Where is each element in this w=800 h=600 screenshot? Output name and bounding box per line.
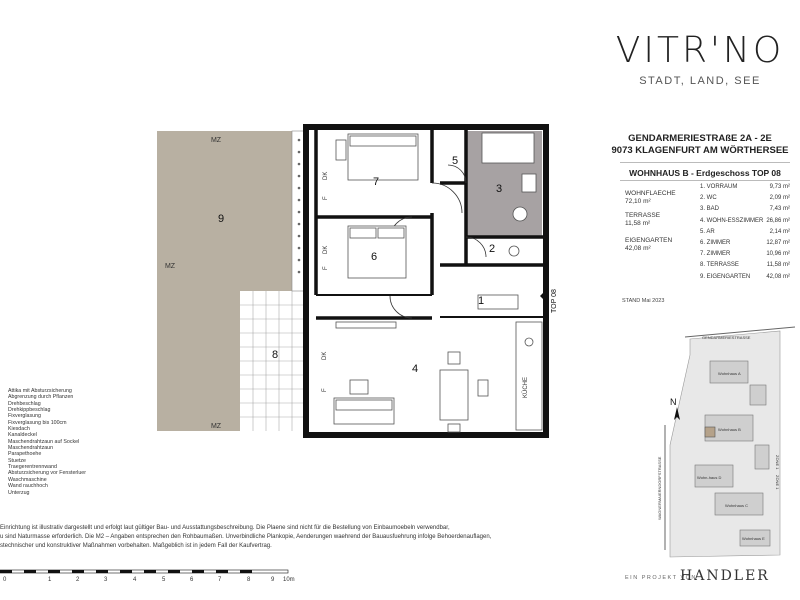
room-name: 2. WC xyxy=(700,195,717,202)
mz-label: MZ xyxy=(164,263,176,270)
room-area: 10,96 m² xyxy=(766,251,790,258)
room-name: 4. WOHN-ESSZIMMER xyxy=(700,217,764,224)
site-house: Wohn-haus D xyxy=(697,475,722,480)
north-label: N xyxy=(670,397,677,407)
scale-bar xyxy=(0,567,290,577)
site-house: Wohnhaus C xyxy=(725,503,749,508)
brand-header xyxy=(600,30,800,87)
room-name: 8. TERRASSE xyxy=(700,262,739,269)
legend xyxy=(8,388,86,496)
legend-item: Drehkippbeschlag xyxy=(8,407,51,414)
summary-label: TERRASSE xyxy=(625,212,661,219)
site-house: Wohnhaus A xyxy=(718,371,741,376)
divider xyxy=(620,162,790,163)
scale-label: 6 xyxy=(190,577,194,583)
room-number-8: 8 xyxy=(271,349,279,361)
developer-logo: HANDLER xyxy=(680,568,770,584)
room-area: 7,43 m² xyxy=(769,206,790,213)
room-name: 9. EIGENGARTEN xyxy=(700,273,751,280)
site-house: Wohnhaus B xyxy=(718,427,741,432)
room-row xyxy=(700,238,790,249)
divider xyxy=(620,180,790,181)
room-number-1: 1 xyxy=(477,295,485,307)
scale-label: 9 xyxy=(271,577,275,583)
f-label: F xyxy=(322,388,328,392)
dk-label: DK xyxy=(322,351,328,360)
room-area: 2,09 m² xyxy=(769,195,790,202)
disclaimer-line: stechnischer und konstruktiver Maßnahmen vorbehalten. Maßgeblich ist in jedem Fall der Kaufvertrag. xyxy=(0,543,272,549)
summary-item xyxy=(625,212,660,228)
dk-label: DK xyxy=(323,245,329,254)
room-name: 1. VORRAUM xyxy=(700,184,738,190)
room-area: 26,86 m² xyxy=(766,217,790,224)
scale-label: 0 xyxy=(3,577,7,583)
room-row xyxy=(700,260,790,271)
room-number-7: 7 xyxy=(372,176,380,188)
address-block xyxy=(600,133,800,157)
legend-item: Fixverglasung xyxy=(8,413,41,420)
legend-item: Stuetze xyxy=(8,457,26,464)
room-name: 3. BAD xyxy=(700,206,720,213)
room-row xyxy=(700,216,790,227)
disclaimer-line: u sind Naturmasse erforderlich. Die M2 – Angaben entsprechen den Rohbaumaßen. Unverbindliche Plankopie, Aenderungen waehrend der Bauausfuehrung infolge Behoerdenauflagen, xyxy=(0,534,492,540)
legend-item: Unterzug xyxy=(8,489,30,496)
site-house: Wohnhaus E xyxy=(742,536,765,541)
summary-label: EIGENGARTEN xyxy=(625,237,673,244)
disclaimer-line: Einrichtung ist illustrativ dargestellt und erfolgt laut gültiger Bau- und Ausstattungsbeschreibung. Die Plaene sind nicht für die Bestellung von Einbaumoebeln verwendbar, xyxy=(0,525,450,531)
scale-label: 8 xyxy=(247,577,251,583)
scale-label: 10m xyxy=(283,577,295,583)
scale-label: 1 xyxy=(48,577,52,583)
legend-item: Maschendrahtzaun xyxy=(8,445,54,452)
legend-item: Absturzsicherung vor Fensterluer xyxy=(8,470,87,477)
legend-item: Wand rauchhoch xyxy=(8,483,48,490)
mz-label: MZ xyxy=(210,423,222,430)
address-line: GENDARMERIESTRAßE 2A - 2E xyxy=(628,133,772,144)
room-area: 2,14 m² xyxy=(769,228,790,235)
footer-project-label: EIN PROJEKT VON xyxy=(625,575,697,581)
room-area: 11,58 m² xyxy=(766,262,790,269)
summary-label: WOHNFLAECHE xyxy=(625,190,676,197)
room-number-4: 4 xyxy=(411,363,419,375)
room-number-9: 9 xyxy=(217,213,225,225)
room-number-3: 3 xyxy=(495,183,503,195)
unit-title: WOHNHAUS B - Erdgeschoss TOP 08 xyxy=(629,168,781,178)
site-street-top: GENDARMERIESTRASSE xyxy=(702,335,751,340)
room-number-6: 6 xyxy=(370,251,378,263)
legend-item: Waschmaschine xyxy=(8,476,47,483)
stand-date: STAND Mai 2023 xyxy=(622,298,665,304)
kueche-label: KÜCHE xyxy=(523,376,529,398)
room-area: 12,87 m² xyxy=(766,239,790,246)
legend-item: Kiesdach xyxy=(8,426,30,433)
room-row xyxy=(700,193,790,204)
dk-label: DK xyxy=(323,171,329,180)
scale-label: 2 xyxy=(76,577,80,583)
legend-item: Parapethoehe xyxy=(8,451,42,458)
room-row xyxy=(700,227,790,238)
legend-item: Drehbeschlag xyxy=(8,400,41,407)
room-area: 9,73 m² xyxy=(769,184,790,190)
legend-item: Abgrenzung durch Pflanzen xyxy=(8,394,74,401)
summary-value: 72,10 m² xyxy=(625,198,651,205)
top-label: TOP 08 xyxy=(551,289,558,313)
legend-item: Maschendrahtzaun auf Sockel xyxy=(8,438,80,445)
scale-label: 5 xyxy=(162,577,166,583)
room-row xyxy=(700,272,790,283)
site-zone: ZONE 1 xyxy=(775,455,780,470)
room-area: 42,08 m² xyxy=(766,273,790,280)
room-name: 5. AR xyxy=(700,228,715,235)
f-label: F xyxy=(323,196,329,200)
legend-item: Fixverglasung bis 100cm xyxy=(8,419,67,426)
scale-label: 7 xyxy=(218,577,222,583)
address-line: 9073 KLAGENFURT AM WÖRTHERSEE xyxy=(611,145,789,156)
f-label: F xyxy=(323,266,329,270)
room-number-5: 5 xyxy=(451,155,459,167)
room-row xyxy=(700,204,790,215)
disclaimer xyxy=(0,524,500,551)
room-number-2: 2 xyxy=(488,243,496,255)
summary-item xyxy=(625,237,672,253)
site-street-left: WAGNERMAIERNDORFSTRASSE xyxy=(657,456,662,520)
brand-logo: VITR'NO xyxy=(615,30,785,71)
site-plan xyxy=(630,325,800,565)
legend-item: Attika mit Absturzsicherung xyxy=(8,388,72,394)
room-row xyxy=(700,182,790,193)
legend-item: Kanaldeckel xyxy=(8,432,37,439)
scale-label: 3 xyxy=(104,577,108,583)
summary-value: 42,08 m² xyxy=(625,245,651,252)
room-list xyxy=(700,182,790,283)
room-name: 7. ZIMMER xyxy=(700,251,731,258)
summary-value: 11,58 m² xyxy=(625,220,651,227)
summary-item xyxy=(625,190,676,206)
mz-label: MZ xyxy=(210,137,222,144)
site-zone: ZONE 1 xyxy=(775,475,780,490)
legend-item: Traegerentrennwand xyxy=(8,464,57,471)
room-name: 6. ZIMMER xyxy=(700,239,731,246)
brand-tagline: STADT, LAND, SEE xyxy=(639,75,761,87)
scale-label: 4 xyxy=(133,577,137,583)
room-row xyxy=(700,249,790,260)
